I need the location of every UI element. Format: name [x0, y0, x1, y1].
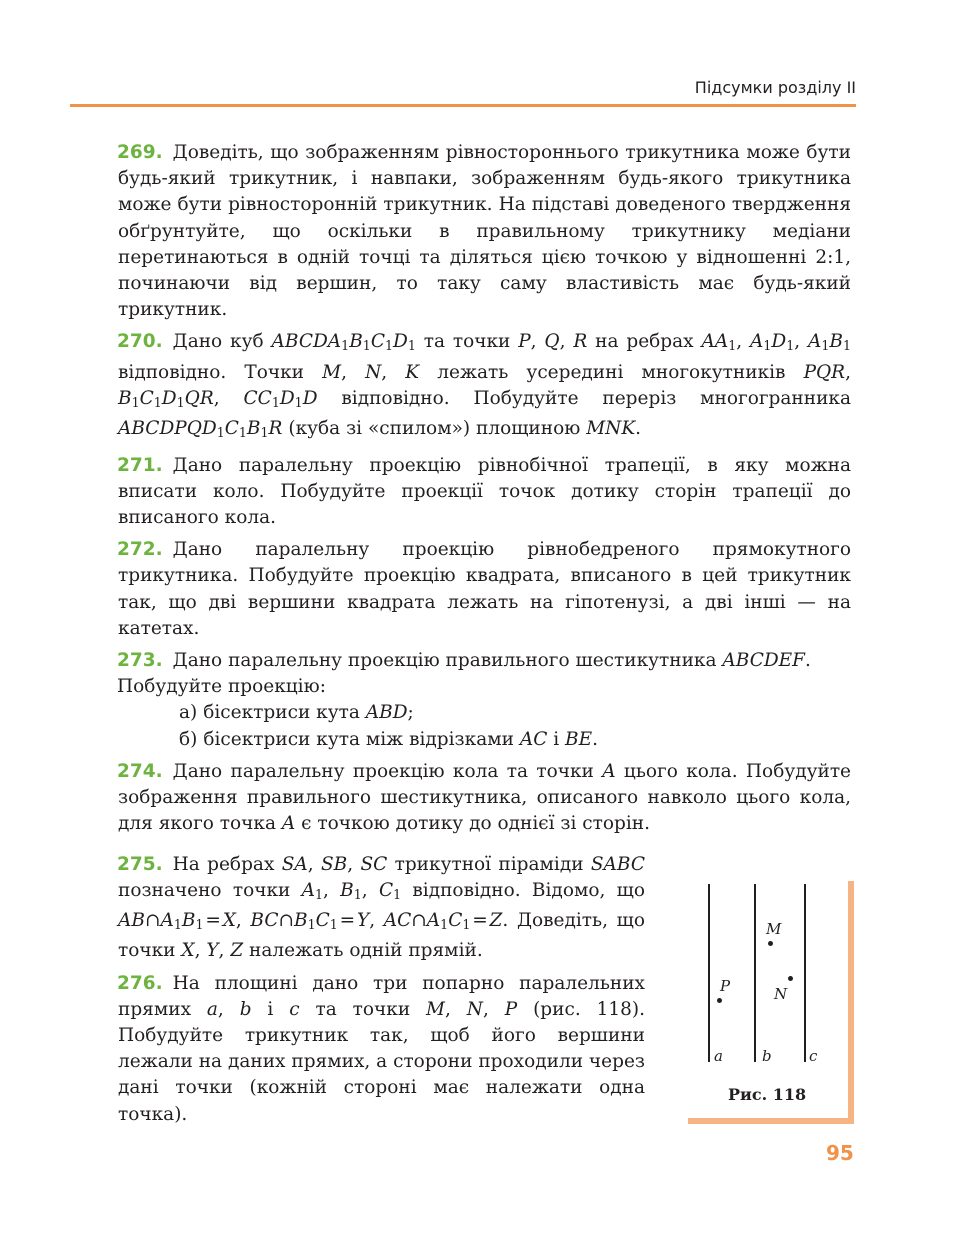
problem-269 [118, 140, 851, 323]
math-edges: $AA_1$ [701, 331, 737, 354]
line-b [754, 884, 756, 1062]
problem-number: 273. [117, 650, 163, 672]
problem-275: 275. На ребрах SA, SB, SC трикутної піраміди SABC позначено точки $A_1$, $B_1$, $C_1$ відповідно. Відомо, що $AB\cap A_1B_1$ = X, $BC\cap B_1C_1$ = Y, $AC\cap A_1C_1$ = Z. Доведіть, що точки X, Y, Z належать одній прямій. [117, 853, 645, 962]
problem-number: 271. [117, 454, 163, 476]
line-a [708, 884, 710, 1062]
problem-text: Дано паралельну проекцію рівнобедреного прямокутного трикутника. Побудуйте проекцію квадрата, вписаного в цей трикутник так, що дві вершини квадрата лежать на гіпотенузі, а дві інші — на катетах. [118, 539, 851, 639]
problem-number: 272. [117, 539, 163, 561]
problem-number: 269. [117, 142, 163, 163]
subitem-b: б) бісектриси кута між відрізками AC і BE. [179, 728, 599, 750]
problem-number: 274. [117, 760, 163, 782]
line-label-a: a [714, 1047, 723, 1065]
point-label-m: M [766, 920, 782, 938]
page-header [70, 70, 856, 107]
problem-272 [118, 537, 851, 642]
page-number: 95 [826, 1141, 854, 1165]
point-m [768, 941, 773, 946]
point-label-n: N [774, 985, 788, 1003]
line-label-c: c [809, 1047, 818, 1065]
problem-276: 276. На площині дано три попарно паралельних прямих a, b і c та точки M, N, P (рис. 118). Побудуйте трикутник так, щоб його вершини лежали на даних прямих, а сторони проходили через дані точки (кожній стороні має належати одна точка). [117, 972, 646, 1125]
problem-text: Доведіть, що зображенням рівностороннього трикутника може бути будь-який трикутник, і навпаки, зображенням будь-якого трикутника може бути рівносторонній трикутник. На підставі доведеного твердження обґрунтуйте, що оскільки в правильному трикутнику медіани перетинаються в одній точці та діляться цією точкою у відношенні 2:1, починаючи від вершин, то таку саму властивість має будь-який трикутник. [118, 142, 851, 321]
problem-271 [118, 453, 851, 532]
figure-118 [688, 881, 854, 1124]
figure-caption: Рис. 118 [728, 1085, 807, 1104]
problem-number: 276. [117, 972, 163, 994]
problem-274: 274. Дано паралельну проекцію кола та точки A цього кола. Побудуйте зображення правильного шестикутника, описаного навколо цього кола, для якого точка A є точкою дотику до однієї зі сторін. [117, 760, 852, 835]
line-c [804, 884, 806, 1062]
problem-number: 270. [117, 331, 163, 353]
problem-273: 273. Дано паралельну проекцію правильного шестикутника ABCDEF. Побудуйте проекцію: а) бісектриси кута ABD; б) бісектриси кута між відрізками AC і BE. [118, 648, 851, 753]
problem-270: 270. Дано куб $ABCDA_1B_1C_1D_1$ та точки P, Q, R на ребрах $AA_1$, $A_1D_1$, $A_1B_1$ відповідно. Точки M, N, K лежать усередині многокутників PQR, $B_1C_1D_1QR$, $CC_1D_1D$ відповідно. Побудуйте переріз многогранника $ABCDPQD_1C_1B_1R$ (куба зі «спилом») площиною MNK. [117, 331, 852, 441]
math-points: P [518, 331, 531, 353]
subitem-a: а) бісектриси кута ABD; [179, 702, 414, 724]
point-label-p: P [720, 977, 731, 995]
problem-number: 275. [117, 853, 163, 875]
point-n [788, 976, 793, 981]
problem-text: Дано паралельну проекцію рівнобічної трапеції, в яку можна вписати коло. Побудуйте проекції точок дотику сторін трапеції до вписаного кола. [118, 454, 851, 529]
line-label-b: b [762, 1047, 772, 1065]
math-cube: $ABCDA_1B_1C_1D_1$ [271, 331, 416, 354]
section-title: Підсумки розділу II [694, 78, 856, 97]
point-p [717, 998, 722, 1003]
